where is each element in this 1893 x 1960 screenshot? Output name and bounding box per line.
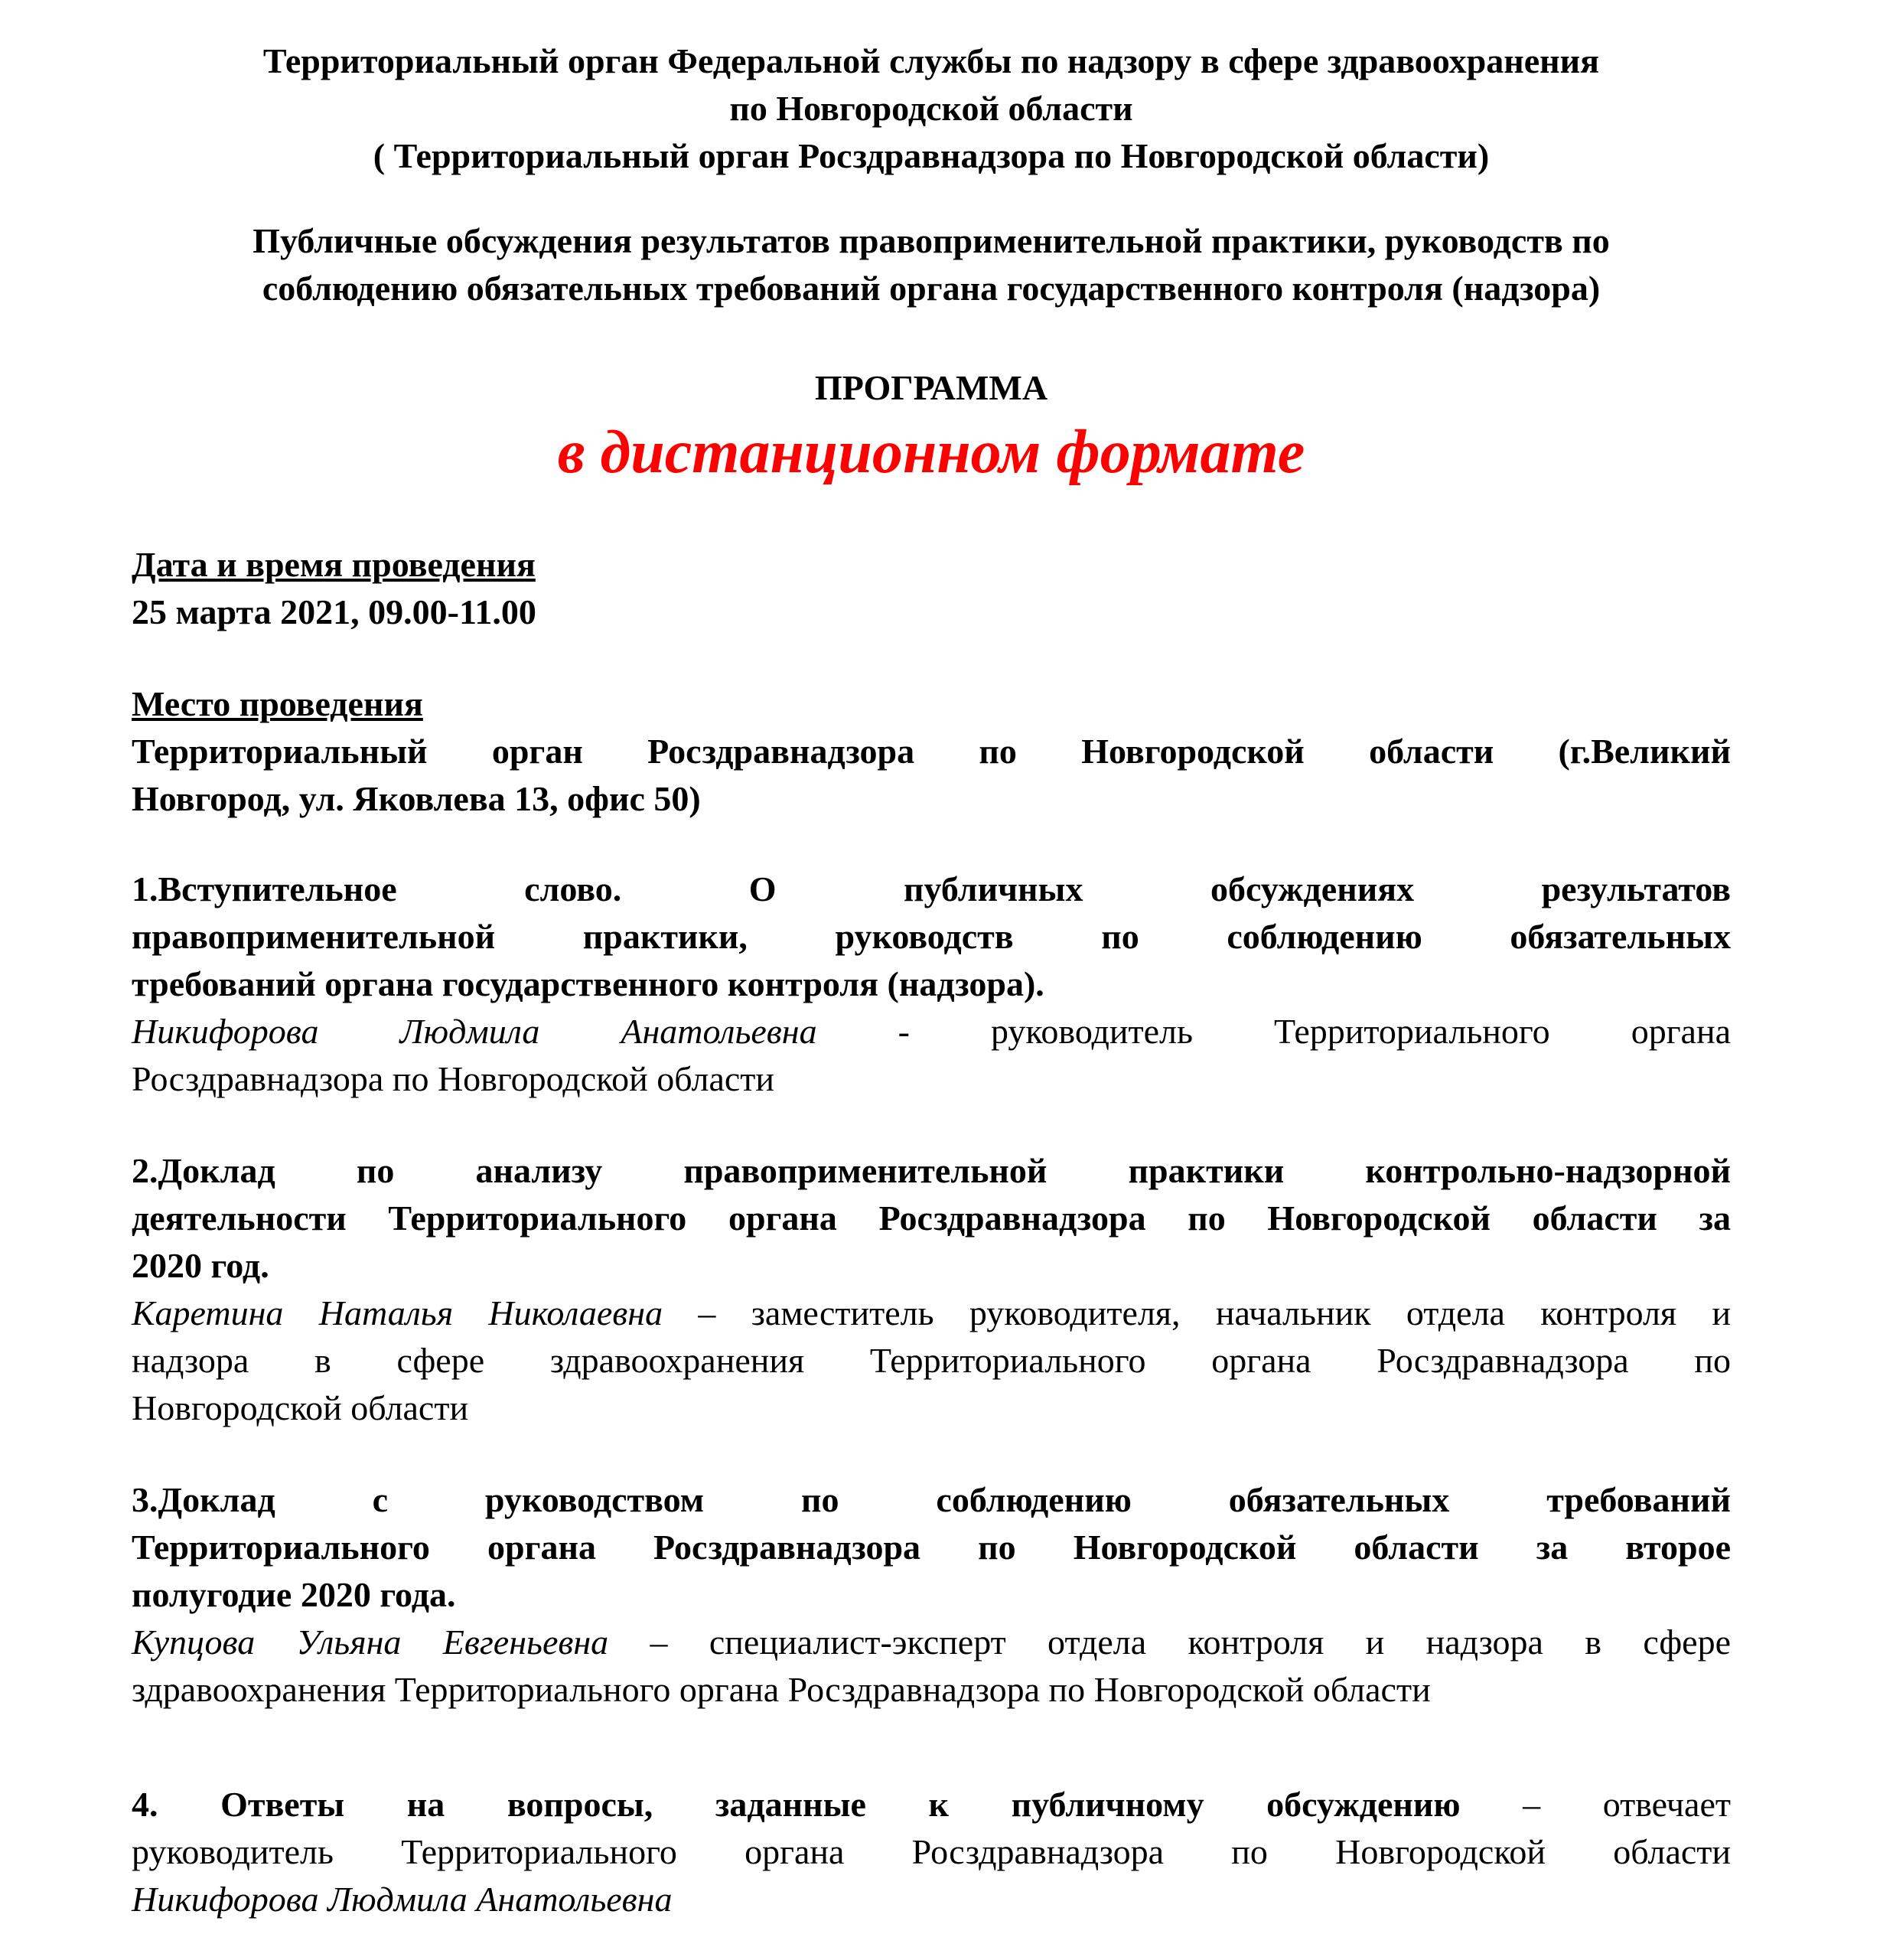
speaker-role-continued: Новгородской области: [132, 1388, 469, 1427]
datetime-label: Дата и время проведения: [132, 545, 536, 584]
speaker-role: – специалист-эксперт отдела контроля и надзора в сфере: [608, 1622, 1732, 1662]
agenda-item-line: руководитель Территориального органа Росздравнадзора по Новгородской области: [132, 1832, 1731, 1871]
org-name-line-1: Территориальный орган Федеральной службы по надзору в сфере здравоохранения: [262, 41, 1600, 80]
venue-line-2: Новгород, ул. Яковлева 13, офис 50): [132, 779, 701, 818]
org-name-line-3: ( Территориальный орган Росздравнадзора по Новгородской области): [373, 136, 1490, 175]
datetime-value: 25 марта 2021, 09.00-11.00: [132, 592, 536, 631]
agenda-item-4: [132, 1781, 1731, 1923]
agenda-item-title-line: правоприменительной практики, руководств по соблюдению обязательных: [132, 917, 1731, 956]
speaker-role-continued: здравоохранения Территориального органа Росздравнадзора по Новгородской области: [132, 1670, 1431, 1709]
agenda-item-title-line: 1.Вступительное слово. О публичных обсуждениях результатов: [132, 869, 1731, 908]
format-note: в дистанционном формате: [557, 419, 1305, 486]
subtitle-line-1: Публичные обсуждения результатов правоприменительной практики, руководств по: [253, 221, 1610, 260]
agenda-item-2: [132, 1147, 1731, 1432]
venue-label: Место проведения: [132, 684, 423, 723]
speaker-name: Никифорова Людмила Анатольевна: [132, 1012, 817, 1051]
agenda-item-title-line: 2.Доклад по анализу правоприменительной практики контрольно-надзорной: [132, 1151, 1731, 1190]
agenda-item-title-line: полугодие 2020 года.: [132, 1575, 456, 1614]
venue-line-1: Территориальный орган Росздравнадзора по Новгородской области (г.Великий: [132, 732, 1731, 771]
speaker-role-continued: надзора в сфере здравоохранения Территориального органа Росздравнадзора по: [132, 1341, 1731, 1380]
document-subtitle: [132, 217, 1731, 312]
agenda-item-title-rest: – отвечает: [1460, 1785, 1731, 1824]
org-name-line-2: по Новгородской области: [729, 89, 1133, 128]
speaker-name: Каретина Наталья Николаевна: [132, 1293, 663, 1332]
document-header: [132, 38, 1731, 180]
speaker-name: Никифорова Людмила Анатольевна: [132, 1880, 673, 1919]
agenda-item-1: [132, 866, 1731, 1103]
agenda-item-title-line: деятельности Территориального органа Росздравнадзора по Новгородской области за: [132, 1199, 1731, 1238]
speaker-role: – заместитель руководителя, начальник отдела контроля и: [663, 1293, 1732, 1332]
agenda-item-title-line: требований органа государственного контроля (надзора).: [132, 964, 1044, 1003]
subtitle-line-2: соблюдению обязательных требований органа государственного контроля (надзора): [262, 269, 1601, 308]
venue-section: [132, 680, 1731, 823]
agenda-item-title-line: 3.Доклад с руководством по соблюдению обязательных требований: [132, 1480, 1731, 1519]
agenda-item-title: 4. Ответы на вопросы, заданные к публичному обсуждению: [132, 1785, 1461, 1824]
program-title: ПРОГРАММА: [814, 368, 1048, 407]
agenda-item-title-line: Территориального органа Росздравнадзора по Новгородской области за второе: [132, 1528, 1731, 1567]
agenda-item-3: [132, 1476, 1731, 1714]
speaker-name: Купцова Ульяна Евгеньевна: [132, 1622, 609, 1662]
speaker-role: - руководитель Территориального органа: [816, 1012, 1732, 1051]
datetime-section: [132, 541, 1731, 636]
speaker-role-continued: Росздравнадзора по Новгородской области: [132, 1059, 775, 1098]
agenda-item-title-line: 2020 год.: [132, 1246, 269, 1285]
